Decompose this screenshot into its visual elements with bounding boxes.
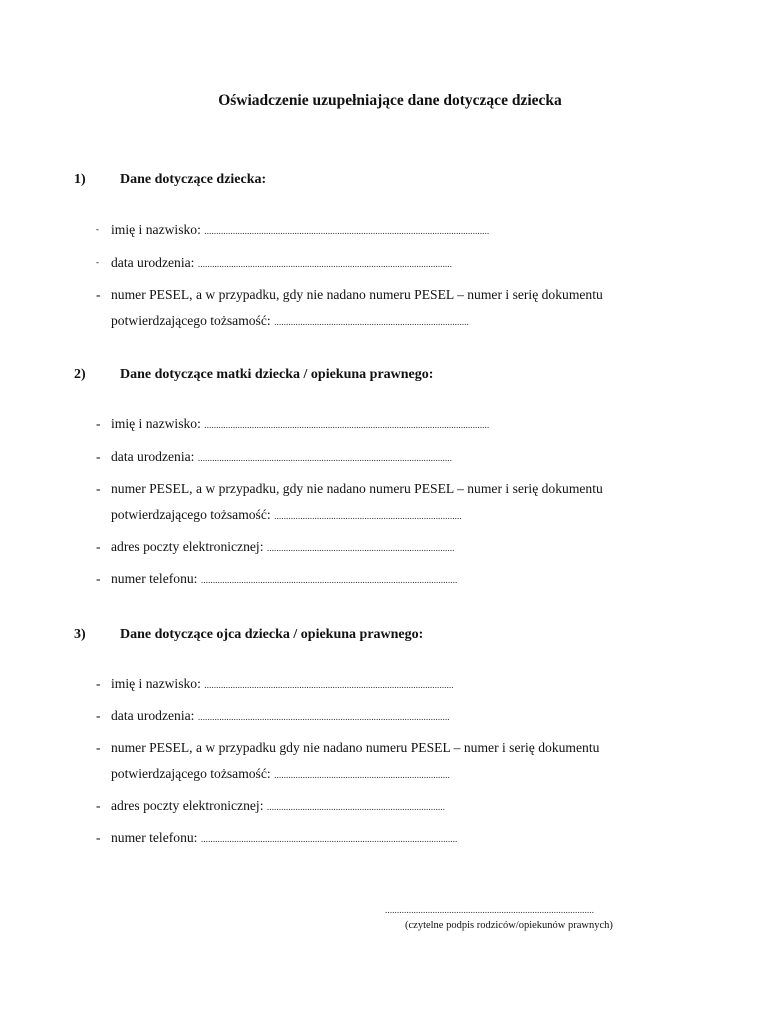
- child-birth-dots: ...........................................................................................................: [197, 260, 452, 270]
- father-name-dots: .........................................................................................................: [204, 681, 454, 691]
- father-pesel-field: [96, 740, 599, 756]
- child-pesel-cont-label: potwierdzającego tożsamość:: [111, 313, 271, 328]
- bullet-dash: -: [96, 798, 101, 813]
- bullet-dash: -: [96, 257, 99, 267]
- mother-pesel-dots: ...............................................................................: [274, 512, 462, 522]
- father-birth-dots: ..........................................................................................................: [197, 713, 450, 723]
- section-2-number: 2): [74, 367, 86, 382]
- bullet-dash: -: [96, 287, 101, 302]
- signature-caption: (czytelne podpis rodziców/opiekunów prawnych): [405, 920, 613, 931]
- father-name-field: [96, 676, 454, 692]
- mother-name-label: imię i nazwisko:: [111, 416, 201, 431]
- father-email-label: adres poczty elektronicznej:: [111, 798, 264, 813]
- father-phone-label: numer telefonu:: [111, 830, 198, 845]
- father-pesel-cont-label: potwierdzającego tożsamość:: [111, 766, 271, 781]
- mother-phone-dots: ............................................................................................................: [200, 576, 458, 586]
- father-phone-field: [96, 830, 457, 846]
- mother-name-field: [96, 416, 489, 432]
- father-name-label: imię i nazwisko:: [111, 676, 201, 691]
- mother-email-label: adres poczty elektronicznej:: [111, 539, 264, 554]
- section-3-number: 3): [74, 627, 86, 642]
- bullet-dash: -: [96, 571, 101, 586]
- bullet-dash: -: [96, 830, 101, 845]
- father-pesel-dots: ..........................................................................: [274, 771, 450, 781]
- mother-phone-label: numer telefonu:: [111, 571, 198, 586]
- child-pesel-label: numer PESEL, a w przypadku, gdy nie nadano numeru PESEL – numer i serię dokumentu: [111, 287, 603, 302]
- bullet-dash: -: [96, 224, 99, 234]
- bullet-dash: -: [96, 416, 101, 431]
- child-pesel-dots: ..................................................................................: [274, 318, 469, 328]
- father-phone-dots: ............................................................................................................: [200, 835, 458, 845]
- section-2-heading: Dane dotyczące matki dziecka / opiekuna prawnego:: [120, 367, 434, 382]
- mother-phone-field: [96, 571, 457, 587]
- document-title: Oświadczenie uzupełniające dane dotyczące dziecka: [218, 92, 562, 109]
- father-email-dots: ...........................................................................: [266, 803, 446, 813]
- bullet-dash: -: [96, 708, 101, 723]
- signature-line: ........................................................................................: [385, 906, 594, 916]
- child-name-dots: ........................................................................................................................: [204, 227, 490, 237]
- mother-birth-dots: ...........................................................................................................: [197, 454, 452, 464]
- bullet-dash: -: [96, 740, 101, 755]
- father-birth-label: data urodzenia:: [111, 708, 195, 723]
- section-3-heading: Dane dotyczące ojca dziecka / opiekuna prawnego:: [120, 627, 424, 642]
- father-birth-field: [96, 708, 450, 724]
- mother-email-dots: ...............................................................................: [266, 544, 455, 554]
- father-pesel-label: numer PESEL, a w przypadku gdy nie nadano numeru PESEL – numer i serię dokumentu: [111, 740, 600, 755]
- mother-pesel-continuation: [111, 507, 462, 523]
- mother-pesel-label: numer PESEL, a w przypadku, gdy nie nadano numeru PESEL – numer i serię dokumentu: [111, 481, 603, 496]
- father-email-field: [96, 798, 445, 814]
- bullet-dash: -: [96, 539, 101, 554]
- mother-birth-label: data urodzenia:: [111, 449, 195, 464]
- mother-pesel-cont-label: potwierdzającego tożsamość:: [111, 507, 271, 522]
- child-name-field: [96, 222, 489, 238]
- child-birth-label: data urodzenia:: [111, 255, 195, 270]
- bullet-dash: -: [96, 676, 101, 691]
- bullet-dash: -: [96, 449, 101, 464]
- child-birth-field: [96, 255, 452, 271]
- section-1-heading: Dane dotyczące dziecka:: [120, 172, 267, 187]
- child-pesel-continuation: [111, 313, 469, 329]
- section-1-number: 1): [74, 172, 86, 187]
- child-name-label: imię i nazwisko:: [111, 222, 201, 237]
- mother-name-dots: ........................................................................................................................: [204, 421, 490, 431]
- bullet-dash: -: [96, 481, 101, 496]
- mother-birth-field: [96, 449, 452, 465]
- child-pesel-field: [96, 287, 603, 303]
- mother-pesel-field: [96, 481, 603, 497]
- mother-email-field: [96, 539, 455, 555]
- father-pesel-continuation: [111, 766, 450, 782]
